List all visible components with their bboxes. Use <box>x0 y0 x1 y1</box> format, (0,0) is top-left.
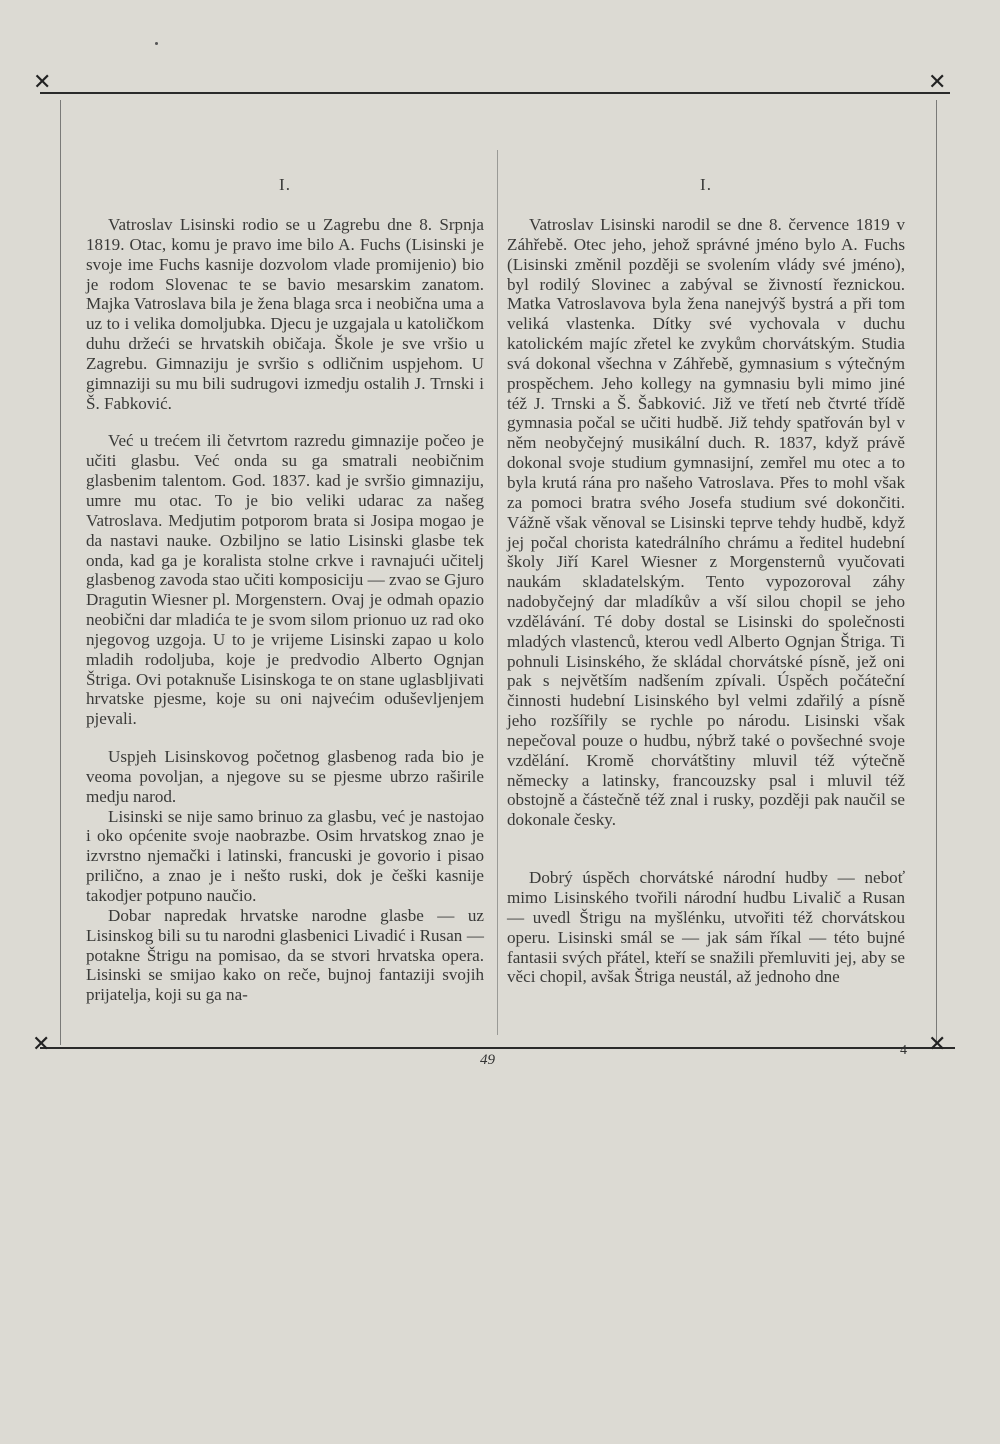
chapter-heading-right: I. <box>700 175 712 194</box>
paper-speck <box>155 42 158 45</box>
paragraph: Uspjeh Lisinskovog početnog glasbenog rada bio je veoma povoljan, a njegove su se pjesme ubrzo raširile medju narod. <box>86 747 484 806</box>
paragraph: Dobrý úspěch chorvátské národní hudby — neboť mimo Lisinského tvořili národní hudbu Livalič a Rusan — uvedl Štrigu na myšlénku, utvořiti též chorvátskou operu. Lisinski smál se — jak sám říkal — této bujné fantasii svých přátel, kteří se snažili přemluviti jej, aby se věci chopil, avšak Štriga neustál, až jednoho dne <box>507 868 905 987</box>
left-column <box>86 165 484 1005</box>
paragraph: Dobar napredak hrvatske narodne glasbe — uz Lisinskog bili su tu narodni glasbenici Livadić i Rusan — potakne Štrigu na pomisao, da se stvori hrvatska opera. Lisinski se smijao kako on reče, bujnoj fantaziji svojih prijatelja, koji su ga na- <box>86 905 484 1005</box>
frame-right-rule <box>936 100 937 1045</box>
crop-mark-bottom-left-icon: ✕ <box>32 1032 51 1057</box>
signature-mark: 4 <box>900 1043 907 1058</box>
crop-mark-top-right-icon: ✕ <box>928 70 947 95</box>
chapter-heading-left: I. <box>279 175 291 194</box>
frame-bottom-rule <box>40 1047 955 1049</box>
paragraph: Vatroslav Lisinski rodio se u Zagrebu dne 8. Srpnja 1819. Otac, komu je pravo ime bilo A. Fuchs (Lisinski je svoje ime Fuchs kasnije dozvolom vlade promijenio) bio je rodom Slovenac te se bavio mesarskim zanatom. Majka Vatroslava bila je žena blaga srca i neobična uma a uz to i velika domoljubka. Djecu je uzgajala u katoličkom duhu držeći se hrvatskih običaja. Škole je sve vršio u Zagrebu. Gimnaziju je svršio s odličnim uspjehom. U gimnaziji su mu bili sudrugovi izmedju ostalih J. Trnski i Š. Fabković. <box>86 215 484 413</box>
paragraph: Lisinski se nije samo brinuo za glasbu, već je nastojao i oko općenite svoje naobrazbe. Osim hrvatskog znao je izvrstno njemački i latinski, francuski je govorio i pisao prilično, a znao je i nešto ruski, dok je češki kasnije takodjer potpuno naučio. <box>86 806 484 905</box>
crop-mark-bottom-right-icon: ✕ <box>928 1032 947 1057</box>
crop-mark-top-left-icon: ✕ <box>33 70 52 95</box>
column-divider <box>497 150 498 1035</box>
right-column <box>507 165 905 987</box>
frame-top-rule <box>40 92 950 94</box>
page-number: 49 <box>480 1052 495 1068</box>
paragraph: Već u trećem ili četvrtom razredu gimnazije počeo je učiti glasbu. Već onda su ga smatrali neobičnim glasbenim talentom. God. 1837. kad je svršio gimnaziju, umre mu otac. To je bio veliki udarac za našeg Vatroslava. Medjutim potporom brata si Josipa mogao je da nastavi nauke. Ozbiljno se latio Lisinski glasbe tek onda, kad ga je koralista stolne crkve i ravnajući učitelj glasbenog zavoda stao učiti komposiciju — zvao se Gjuro Dragutin Wiesner pl. Morgenstern. Ovaj je odmah opazio neobični dar mladića te je svom silom prionuo uz rad oko njegovog uzgoja. U to je vrijeme Lisinski zapao u kolo mladih rodoljuba, koje je predvodio Alberto Ognjan Štriga. Ovi potaknuše Lisinskoga te on stane uglasbljivati hrvatske pjesme, koje su oni najvećim oduševljenjem pjevali. <box>86 431 484 729</box>
frame-left-rule <box>60 100 61 1045</box>
paragraph: Vatroslav Lisinski narodil se dne 8. července 1819 v Záhřebě. Otec jeho, jehož správné jméno bylo A. Fuchs (Lisinski změnil později se svolením vlády své jméno), byl rodilý Slovinec a zabýval se živností řeznickou. Matka Vatroslavova byla žena nanejvýš bystrá a při tom veliká vlastenka. Dítky své vychovala v duchu katolickém majíc zřetel ke zvykům chorvátským. Studia svá dokonal všechna v Záhřebě, gymnasium s výtečným prospěchem. Jeho kollegy na gymnasiu byli mimo jiné též J. Trnski a Š. Šabković. Již ve třetí neb čtvrté třídě gymnasia počal se učiti hudbě. Již tehdy spatřován byl v něm neobyčejný musikální duch. R. 1837, když právě dokonal svoje studium gymnasijní, zemřel mu otec a to byla krutá rána pro našeho Vatroslava. Přes to mohl však za pomoci bratra svého Josefa studium své dokončiti. Vážně však věnoval se Lisinski teprve tehdy hudbě, když jej počal chorista katedrálního chrámu a ředitel hudební školy Jiří Karel Wiesner z Morgensternů vyučovati naukám skladatelským. Tento vypozoroval záhy nadobyčejný dar mladíkův a vší silou chopil se jeho vzdělávání. Té doby dostal se Lisinski do společnosti mladých vlastenců, kterou vedl Alberto Ognjan Štriga. Ti pohnuli Lisinského, že skládal chorvátské písně, jež oni pak s největším nadšením zpívali. Úspěch počáteční činnosti hudební Lisinského byl velmi zdařilý a písně jeho rozšířily se rychle po národu. Lisinski však nepečoval pouze o hudbu, nýbrž také o povšechné svoje vzdělání. Kromě chorvátštiny mluvil též výtečně německy a latinsky, francouzsky psal i mluvil též obstojně a částečně též znal i rusky, později pak naučil se dokonale česky. <box>507 215 905 830</box>
